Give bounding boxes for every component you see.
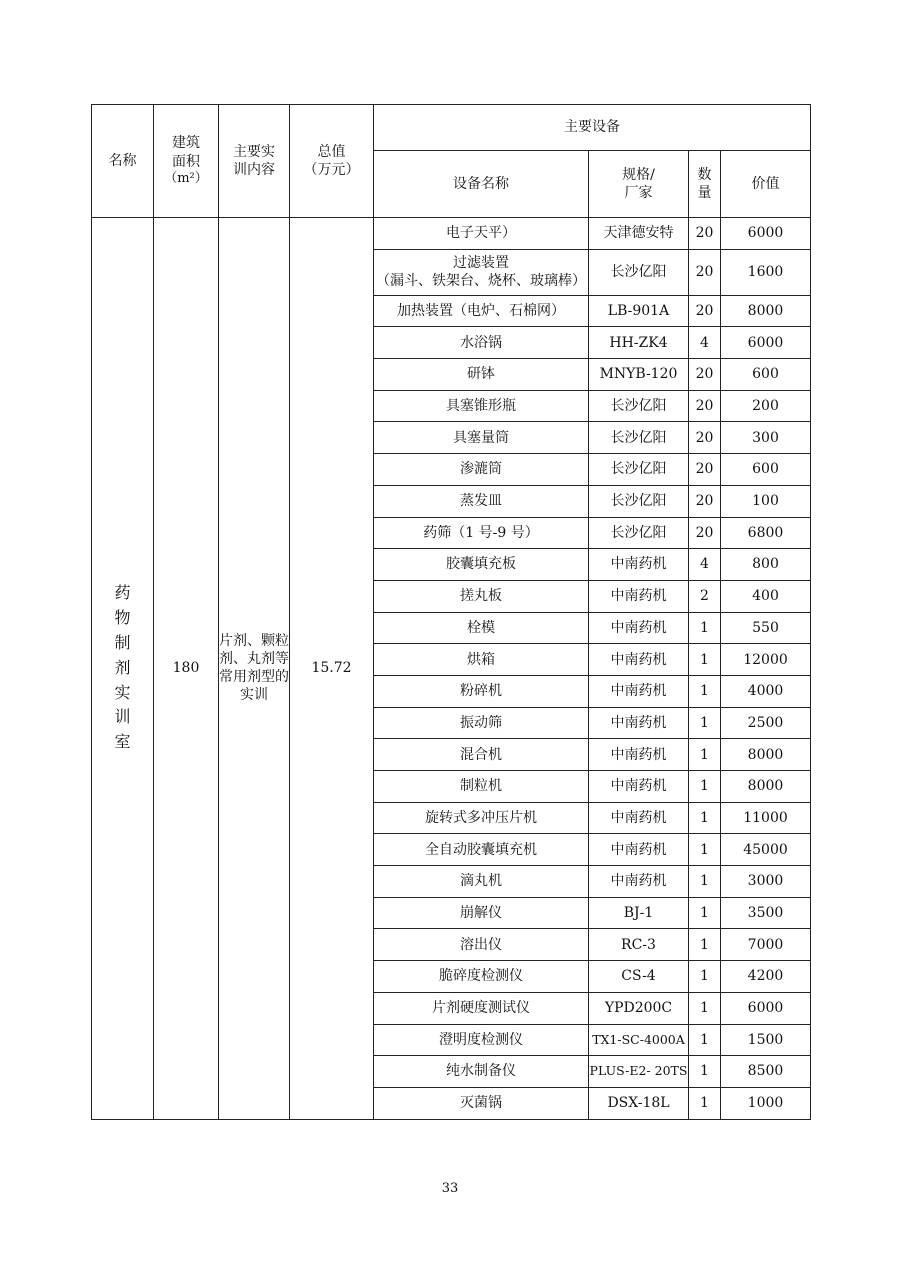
equipment-spec: 中南药机 — [589, 834, 689, 866]
header-content-line2: 训内容 — [233, 162, 275, 178]
header-value-line1: 总值 — [317, 143, 346, 160]
equipment-price: 8000 — [721, 771, 811, 803]
equipment-name: 研钵 — [374, 359, 589, 391]
header-area-line2: 面积 — [172, 153, 200, 170]
equipment-name: 药筛（1 号-9 号） — [374, 517, 589, 549]
equipment-qty: 20 — [689, 218, 721, 250]
equipment-qty: 1 — [689, 866, 721, 898]
header-area-line1: 建筑 — [172, 135, 200, 152]
equipment-qty: 1 — [689, 834, 721, 866]
equipment-name: 过滤装置 （漏斗、铁架台、烧杯、玻璃棒） — [374, 249, 589, 295]
equipment-qty: 20 — [689, 454, 721, 486]
equipment-name: 水浴锅 — [374, 327, 589, 359]
equipment-spec: 长沙亿阳 — [589, 454, 689, 486]
equipment-qty: 1 — [689, 802, 721, 834]
room-name: 药物制剂实训室 — [114, 583, 131, 752]
header-price: 价值 — [721, 151, 811, 218]
equipment-price: 100 — [721, 485, 811, 517]
header-spec-line1: 规格/ — [622, 166, 655, 183]
equipment-qty: 1 — [689, 1024, 721, 1056]
equipment-price: 550 — [721, 612, 811, 644]
equipment-price: 45000 — [721, 834, 811, 866]
equipment-spec: 中南药机 — [589, 707, 689, 739]
equipment-qty: 1 — [689, 739, 721, 771]
equipment-price: 600 — [721, 359, 811, 391]
equipment-spec: 长沙亿阳 — [589, 485, 689, 517]
equipment-price: 4200 — [721, 961, 811, 993]
equipment-spec: 长沙亿阳 — [589, 517, 689, 549]
room-total-value: 15.72 — [290, 218, 374, 1120]
equipment-spec: 中南药机 — [589, 675, 689, 707]
equipment-qty: 1 — [689, 675, 721, 707]
equipment-price: 4000 — [721, 675, 811, 707]
equipment-qty: 20 — [689, 390, 721, 422]
table-row — [92, 218, 811, 250]
equipment-spec: 长沙亿阳 — [589, 249, 689, 295]
equipment-spec: RC-3 — [589, 929, 689, 961]
equipment-name: 溶出仪 — [374, 929, 589, 961]
equipment-price: 12000 — [721, 644, 811, 676]
equipment-qty: 4 — [689, 549, 721, 581]
equipment-price: 3000 — [721, 866, 811, 898]
header-qty-line2: 量 — [697, 185, 712, 201]
equipment-name: 旋转式多冲压片机 — [374, 802, 589, 834]
equipment-qty: 20 — [689, 295, 721, 327]
equipment-name: 电子天平） — [374, 218, 589, 250]
equipment-price: 11000 — [721, 802, 811, 834]
equipment-price: 8500 — [721, 1056, 811, 1088]
equipment-qty: 4 — [689, 327, 721, 359]
equipment-name: 全自动胶囊填充机 — [374, 834, 589, 866]
equipment-price: 6000 — [721, 992, 811, 1024]
equipment-spec: LB-901A — [589, 295, 689, 327]
equipment-qty: 1 — [689, 897, 721, 929]
equipment-spec: 长沙亿阳 — [589, 422, 689, 454]
equipment-qty: 1 — [689, 1087, 721, 1119]
equipment-spec: MNYB-120 — [589, 359, 689, 391]
header-content-line1: 主要实 — [233, 143, 275, 160]
header-spec — [589, 151, 689, 218]
equipment-name: 振动筛 — [374, 707, 589, 739]
equipment-qty: 2 — [689, 580, 721, 612]
equipment-name: 脆碎度检测仪 — [374, 961, 589, 993]
equipment-qty: 1 — [689, 771, 721, 803]
equipment-price: 200 — [721, 390, 811, 422]
header-value — [290, 105, 374, 218]
equipment-name: 蒸发皿 — [374, 485, 589, 517]
page-number: 33 — [441, 1181, 459, 1196]
equipment-qty: 1 — [689, 612, 721, 644]
header-main-equipment: 主要设备 — [374, 105, 811, 151]
equipment-name: 渗漉筒 — [374, 454, 589, 486]
equipment-spec: 中南药机 — [589, 549, 689, 581]
equipment-spec: CS-4 — [589, 961, 689, 993]
equipment-price: 8000 — [721, 295, 811, 327]
equipment-qty: 20 — [689, 249, 721, 295]
equipment-table — [91, 104, 811, 1120]
equipment-price: 1000 — [721, 1087, 811, 1119]
equipment-spec: 中南药机 — [589, 644, 689, 676]
room-content: 片剂、颗粒剂、丸剂等常用剂型的实训 — [219, 218, 290, 1120]
equipment-price: 1500 — [721, 1024, 811, 1056]
equipment-price: 2500 — [721, 707, 811, 739]
equipment-spec: 中南药机 — [589, 580, 689, 612]
equipment-price: 3500 — [721, 897, 811, 929]
equipment-name: 灭菌锅 — [374, 1087, 589, 1119]
equipment-price: 300 — [721, 422, 811, 454]
equipment-qty: 1 — [689, 707, 721, 739]
equipment-price: 800 — [721, 549, 811, 581]
equipment-name: 栓模 — [374, 612, 589, 644]
equipment-qty: 1 — [689, 1056, 721, 1088]
equipment-name: 胶囊填充板 — [374, 549, 589, 581]
header-area — [154, 105, 219, 218]
equipment-name: 片剂硬度测试仪 — [374, 992, 589, 1024]
room-name-cell — [92, 218, 154, 1120]
equipment-spec: TX1-SC-4000A — [589, 1024, 689, 1056]
equipment-spec: 中南药机 — [589, 771, 689, 803]
equipment-price: 400 — [721, 580, 811, 612]
equipment-spec: YPD200C — [589, 992, 689, 1024]
header-spec-line2: 厂家 — [624, 185, 653, 201]
equipment-qty: 1 — [689, 644, 721, 676]
equipment-spec: 中南药机 — [589, 612, 689, 644]
header-equipment-name: 设备名称 — [374, 151, 589, 218]
table-header — [92, 105, 811, 218]
header-area-unit: （m²） — [164, 170, 208, 186]
equipment-spec: 中南药机 — [589, 866, 689, 898]
equipment-price: 6800 — [721, 517, 811, 549]
equipment-spec: HH-ZK4 — [589, 327, 689, 359]
equipment-qty: 20 — [689, 517, 721, 549]
header-qty — [689, 151, 721, 218]
equipment-qty: 1 — [689, 961, 721, 993]
equipment-name: 加热装置（电炉、石棉网） — [374, 295, 589, 327]
equipment-name: 具塞量筒 — [374, 422, 589, 454]
equipment-price: 1600 — [721, 249, 811, 295]
header-value-line2: （万元） — [303, 162, 360, 178]
equipment-name: 纯水制备仪 — [374, 1056, 589, 1088]
equipment-qty: 20 — [689, 485, 721, 517]
equipment-qty: 1 — [689, 929, 721, 961]
equipment-qty: 1 — [689, 992, 721, 1024]
equipment-spec: 中南药机 — [589, 802, 689, 834]
equipment-price: 6000 — [721, 327, 811, 359]
equipment-spec: 长沙亿阳 — [589, 390, 689, 422]
equipment-name: 崩解仪 — [374, 897, 589, 929]
equipment-spec: 天津德安特 — [589, 218, 689, 250]
header-qty-line1: 数 — [697, 166, 712, 183]
equipment-price: 600 — [721, 454, 811, 486]
equipment-spec: DSX-18L — [589, 1087, 689, 1119]
table-body — [92, 218, 811, 1120]
equipment-name: 制粒机 — [374, 771, 589, 803]
equipment-name: 具塞锥形瓶 — [374, 390, 589, 422]
equipment-name: 澄明度检测仪 — [374, 1024, 589, 1056]
equipment-price: 6000 — [721, 218, 811, 250]
equipment-price: 7000 — [721, 929, 811, 961]
equipment-spec: 中南药机 — [589, 739, 689, 771]
equipment-name: 粉碎机 — [374, 675, 589, 707]
room-area: 180 — [154, 218, 219, 1120]
equipment-name: 混合机 — [374, 739, 589, 771]
equipment-qty: 20 — [689, 359, 721, 391]
equipment-price: 8000 — [721, 739, 811, 771]
equipment-qty: 20 — [689, 422, 721, 454]
equipment-name: 滴丸机 — [374, 866, 589, 898]
header-content — [219, 105, 290, 218]
equipment-spec: BJ-1 — [589, 897, 689, 929]
equipment-spec: PLUS-E2- 20TS — [589, 1056, 689, 1088]
equipment-name: 烘箱 — [374, 644, 589, 676]
equipment-name: 搓丸板 — [374, 580, 589, 612]
header-name: 名称 — [92, 105, 154, 218]
